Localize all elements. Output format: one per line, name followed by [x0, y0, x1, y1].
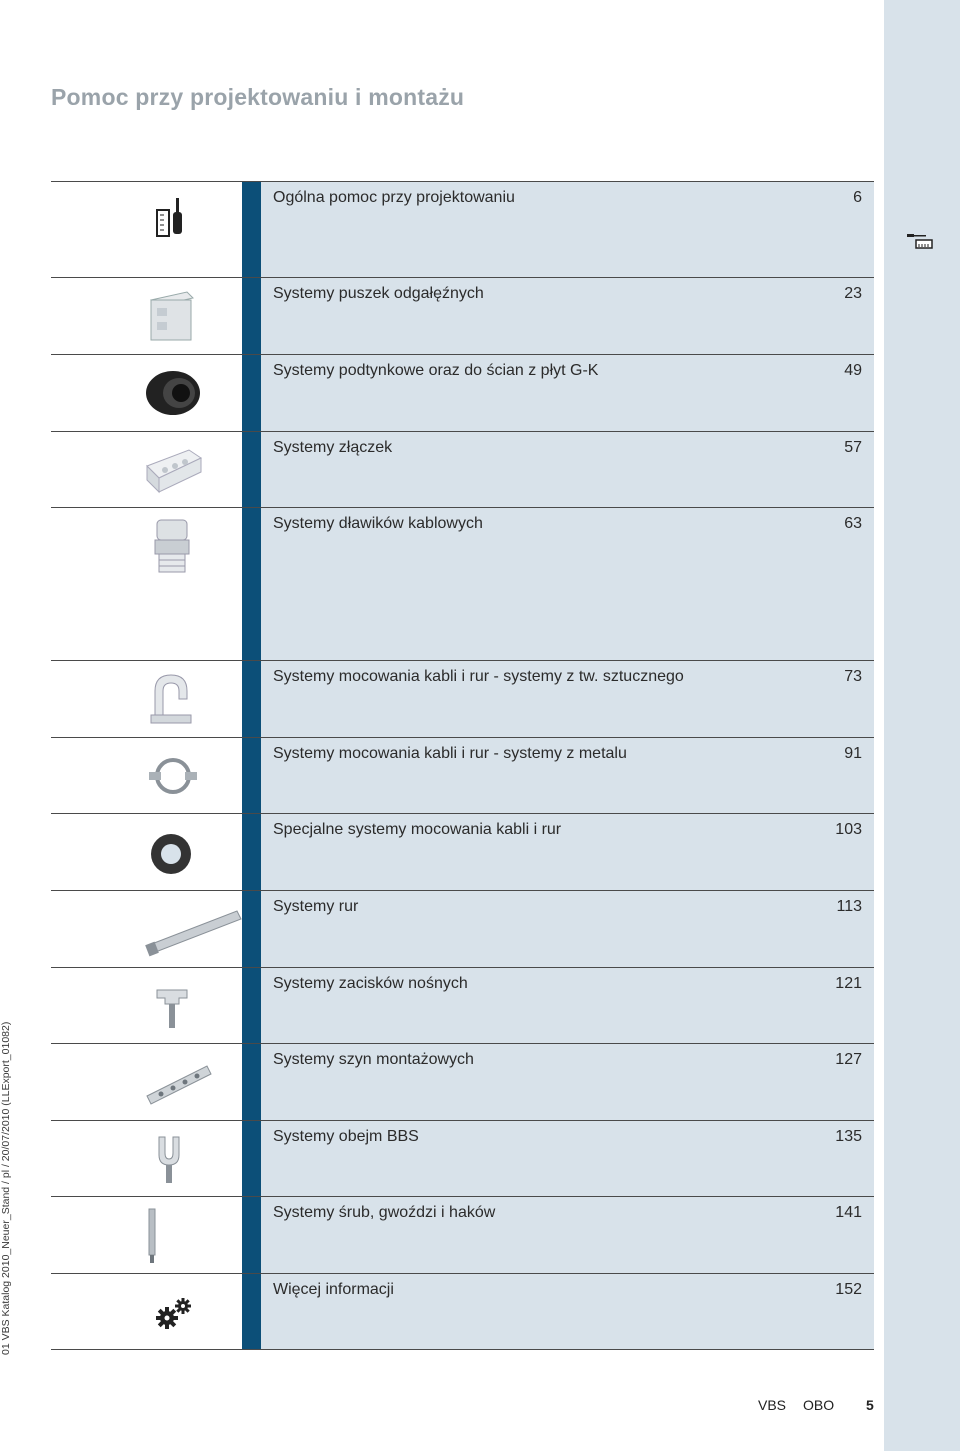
toc-label: Więcej informacji: [273, 1281, 394, 1298]
toc-row-metal-fastening[interactable]: [51, 737, 874, 813]
toc-page-number: 23: [844, 285, 862, 302]
accent-bar: [242, 661, 261, 737]
toc-label: Systemy podtynkowe oraz do ścian z płyt G-K: [273, 362, 599, 379]
accent-bar: [242, 278, 261, 354]
toc-label: Systemy obejm BBS: [273, 1128, 419, 1145]
toc-page-number: 141: [835, 1204, 862, 1221]
pipe-icon: [143, 899, 243, 959]
cable-gland-icon: [143, 516, 203, 576]
footer-brand-label: OBO: [803, 1397, 835, 1413]
toc-row-screws-nails-hooks[interactable]: [51, 1196, 874, 1273]
bbs-clamp-icon: [143, 1129, 203, 1189]
accent-bar: [242, 182, 261, 277]
toc-row-connectors[interactable]: [51, 431, 874, 507]
toc-row-special-fastening[interactable]: [51, 813, 874, 890]
toc-label: Specjalne systemy mocowania kabli i rur: [273, 821, 562, 838]
footer-section-label: VBS: [758, 1397, 787, 1413]
ring-icon: [143, 822, 203, 882]
toc-row-general-planning[interactable]: [51, 181, 874, 277]
toc-label: Systemy zacisków nośnych: [273, 975, 468, 992]
toc-page-number: 49: [844, 362, 862, 379]
tools-icon: [143, 190, 203, 250]
toc-label: Systemy puszek odgałęźnych: [273, 285, 484, 302]
toc-page-number: 57: [844, 439, 862, 456]
accent-bar: [242, 508, 261, 660]
accent-bar: [242, 1197, 261, 1273]
metal-clamp-icon: [143, 746, 203, 806]
toc-page-number: 135: [835, 1128, 862, 1145]
toc-label: Systemy śrub, gwoździ i haków: [273, 1204, 496, 1221]
accent-bar: [242, 738, 261, 813]
toc-page-number: 113: [836, 898, 862, 915]
accent-bar: [242, 968, 261, 1043]
toc-page-number: 121: [835, 975, 862, 992]
toc-label: Systemy złączek: [273, 439, 393, 456]
toc-label: Systemy szyn montażowych: [273, 1051, 474, 1068]
gears-icon: [143, 1282, 203, 1342]
table-of-contents: [51, 181, 874, 1350]
junction-box-icon: [143, 286, 203, 346]
anchor-icon: [143, 1205, 203, 1265]
connector-icon: [143, 440, 203, 500]
toc-page-number: 152: [835, 1281, 862, 1298]
toc-row-cable-glands[interactable]: [51, 507, 874, 660]
flush-box-icon: [143, 363, 203, 423]
page-title: Pomoc przy projektowaniu i montażu: [51, 84, 465, 110]
mounting-rail-icon: [143, 1052, 213, 1112]
toc-page-number: 91: [844, 745, 862, 762]
toc-row-junction-boxes[interactable]: [51, 277, 874, 354]
print-job-note: 01 VBS Katalog 2010_Neuer_Stand / pl / 20/07/2010 (LLExport_01082): [0, 1021, 12, 1355]
toc-page-number: 127: [835, 1051, 862, 1068]
accent-bar: [242, 1274, 261, 1349]
footer-page-number: 5: [866, 1397, 874, 1413]
toc-label: Ogólna pomoc przy projektowaniu: [273, 189, 515, 206]
toc-label: Systemy mocowania kabli i rur - systemy z tw. sztucznego: [273, 668, 684, 685]
toc-label: Systemy rur: [273, 898, 359, 915]
toc-label: Systemy dławików kablowych: [273, 515, 483, 532]
accent-bar: [242, 432, 261, 507]
toc-row-mounting-rails[interactable]: [51, 1043, 874, 1120]
toc-page-number: 73: [844, 668, 862, 685]
accent-bar: [242, 1044, 261, 1120]
tools-icon: [906, 230, 934, 252]
right-side-strip: [884, 0, 960, 1451]
plastic-clip-icon: [143, 669, 203, 729]
toc-page-number: 103: [835, 821, 862, 838]
toc-row-plastic-fastening[interactable]: [51, 660, 874, 737]
accent-bar: [242, 1121, 261, 1196]
toc-row-bbs-clamps[interactable]: [51, 1120, 874, 1196]
toc-row-more-information[interactable]: [51, 1273, 874, 1350]
toc-row-beam-clamps[interactable]: [51, 967, 874, 1043]
accent-bar: [242, 814, 261, 890]
toc-label: Systemy mocowania kabli i rur - systemy z metalu: [273, 745, 627, 762]
accent-bar: [242, 891, 261, 967]
toc-row-flush-mounted[interactable]: [51, 354, 874, 431]
accent-bar: [242, 355, 261, 431]
toc-page-number: 6: [853, 189, 862, 206]
beam-clamp-icon: [143, 976, 203, 1036]
toc-page-number: 63: [844, 515, 862, 532]
toc-row-pipes[interactable]: [51, 890, 874, 967]
